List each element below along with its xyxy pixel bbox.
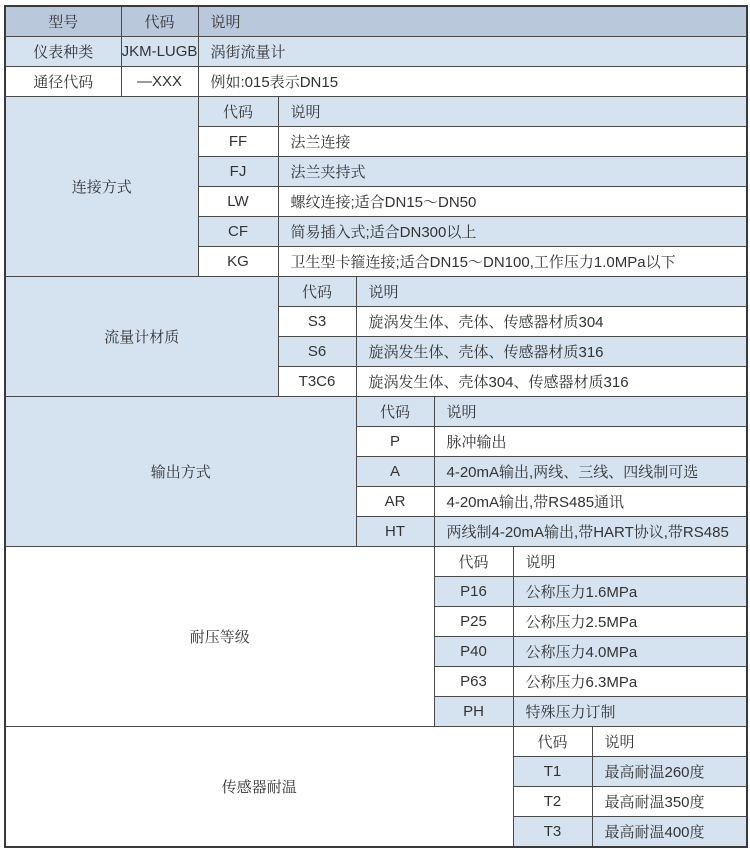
section-subheader-row [5,277,747,307]
code-cell: A [356,457,434,487]
subheader-code-cell: 代码 [434,547,513,577]
model-selection-table [4,5,748,848]
desc-cell: 简易插入式;适合DN300以上 [278,217,747,247]
desc-cell: 旋涡发生体、壳体304、传感器材质316 [356,367,747,397]
desc-cell: 涡街流量计 [198,37,747,67]
subheader-code-cell: 代码 [356,397,434,427]
desc-cell: 旋涡发生体、壳体、传感器材质304 [356,307,747,337]
code-cell: FF [198,127,278,157]
table-row [5,67,747,97]
code-cell: —XXX [121,67,198,97]
section-label-temperature: 传感器耐温 [5,727,513,848]
subheader-code-cell: 代码 [513,727,592,757]
code-cell: P40 [434,637,513,667]
desc-cell: 4-20mA输出,带RS485通讯 [434,487,747,517]
section-label-connection: 连接方式 [5,97,198,277]
code-cell: P25 [434,607,513,637]
desc-cell: 公称压力6.3MPa [513,667,747,697]
section-subheader-row [5,97,747,127]
code-cell: T2 [513,787,592,817]
subheader-code-cell: 代码 [278,277,356,307]
desc-cell: 4-20mA输出,两线、三线、四线制可选 [434,457,747,487]
desc-cell: 脉冲输出 [434,427,747,457]
code-cell: P63 [434,667,513,697]
header-code-cell: 代码 [121,6,198,37]
desc-cell: 公称压力1.6MPa [513,577,747,607]
table-header-row [5,6,747,37]
code-cell: CF [198,217,278,247]
desc-cell: 螺纹连接;适合DN15～DN50 [278,187,747,217]
subheader-code-cell: 代码 [198,97,278,127]
desc-cell: 例如:015表示DN15 [198,67,747,97]
code-cell: PH [434,697,513,727]
subheader-desc-cell: 说明 [513,547,747,577]
code-cell: FJ [198,157,278,187]
desc-cell: 法兰连接 [278,127,747,157]
desc-cell: 特殊压力订制 [513,697,747,727]
code-cell: JKM-LUGB [121,37,198,67]
section-subheader-row [5,727,747,757]
desc-cell: 卫生型卡箍连接;适合DN15～DN100,工作压力1.0MPa以下 [278,247,747,277]
section-label-pressure: 耐压等级 [5,547,434,727]
table-row [5,37,747,67]
desc-cell: 旋涡发生体、壳体、传感器材质316 [356,337,747,367]
subheader-desc-cell: 说明 [278,97,747,127]
header-model-cell: 型号 [5,6,121,37]
code-cell: S6 [278,337,356,367]
desc-cell: 最高耐温260度 [592,757,747,787]
section-label-output: 输出方式 [5,397,356,547]
desc-cell: 最高耐温400度 [592,817,747,848]
section-subheader-row [5,397,747,427]
code-cell: T3C6 [278,367,356,397]
desc-cell: 公称压力2.5MPa [513,607,747,637]
desc-cell: 法兰夹持式 [278,157,747,187]
code-cell: P16 [434,577,513,607]
row-label-cell: 仪表种类 [5,37,121,67]
code-cell: S3 [278,307,356,337]
code-cell: HT [356,517,434,547]
code-cell: T1 [513,757,592,787]
subheader-desc-cell: 说明 [356,277,747,307]
desc-cell: 最高耐温350度 [592,787,747,817]
code-cell: T3 [513,817,592,848]
section-subheader-row [5,547,747,577]
code-cell: LW [198,187,278,217]
code-cell: KG [198,247,278,277]
subheader-desc-cell: 说明 [592,727,747,757]
code-cell: AR [356,487,434,517]
desc-cell: 公称压力4.0MPa [513,637,747,667]
code-cell: P [356,427,434,457]
row-label-cell: 通径代码 [5,67,121,97]
header-desc-cell: 说明 [198,6,747,37]
subheader-desc-cell: 说明 [434,397,747,427]
section-label-material: 流量计材质 [5,277,278,397]
desc-cell: 两线制4-20mA输出,带HART协议,带RS485 [434,517,747,547]
